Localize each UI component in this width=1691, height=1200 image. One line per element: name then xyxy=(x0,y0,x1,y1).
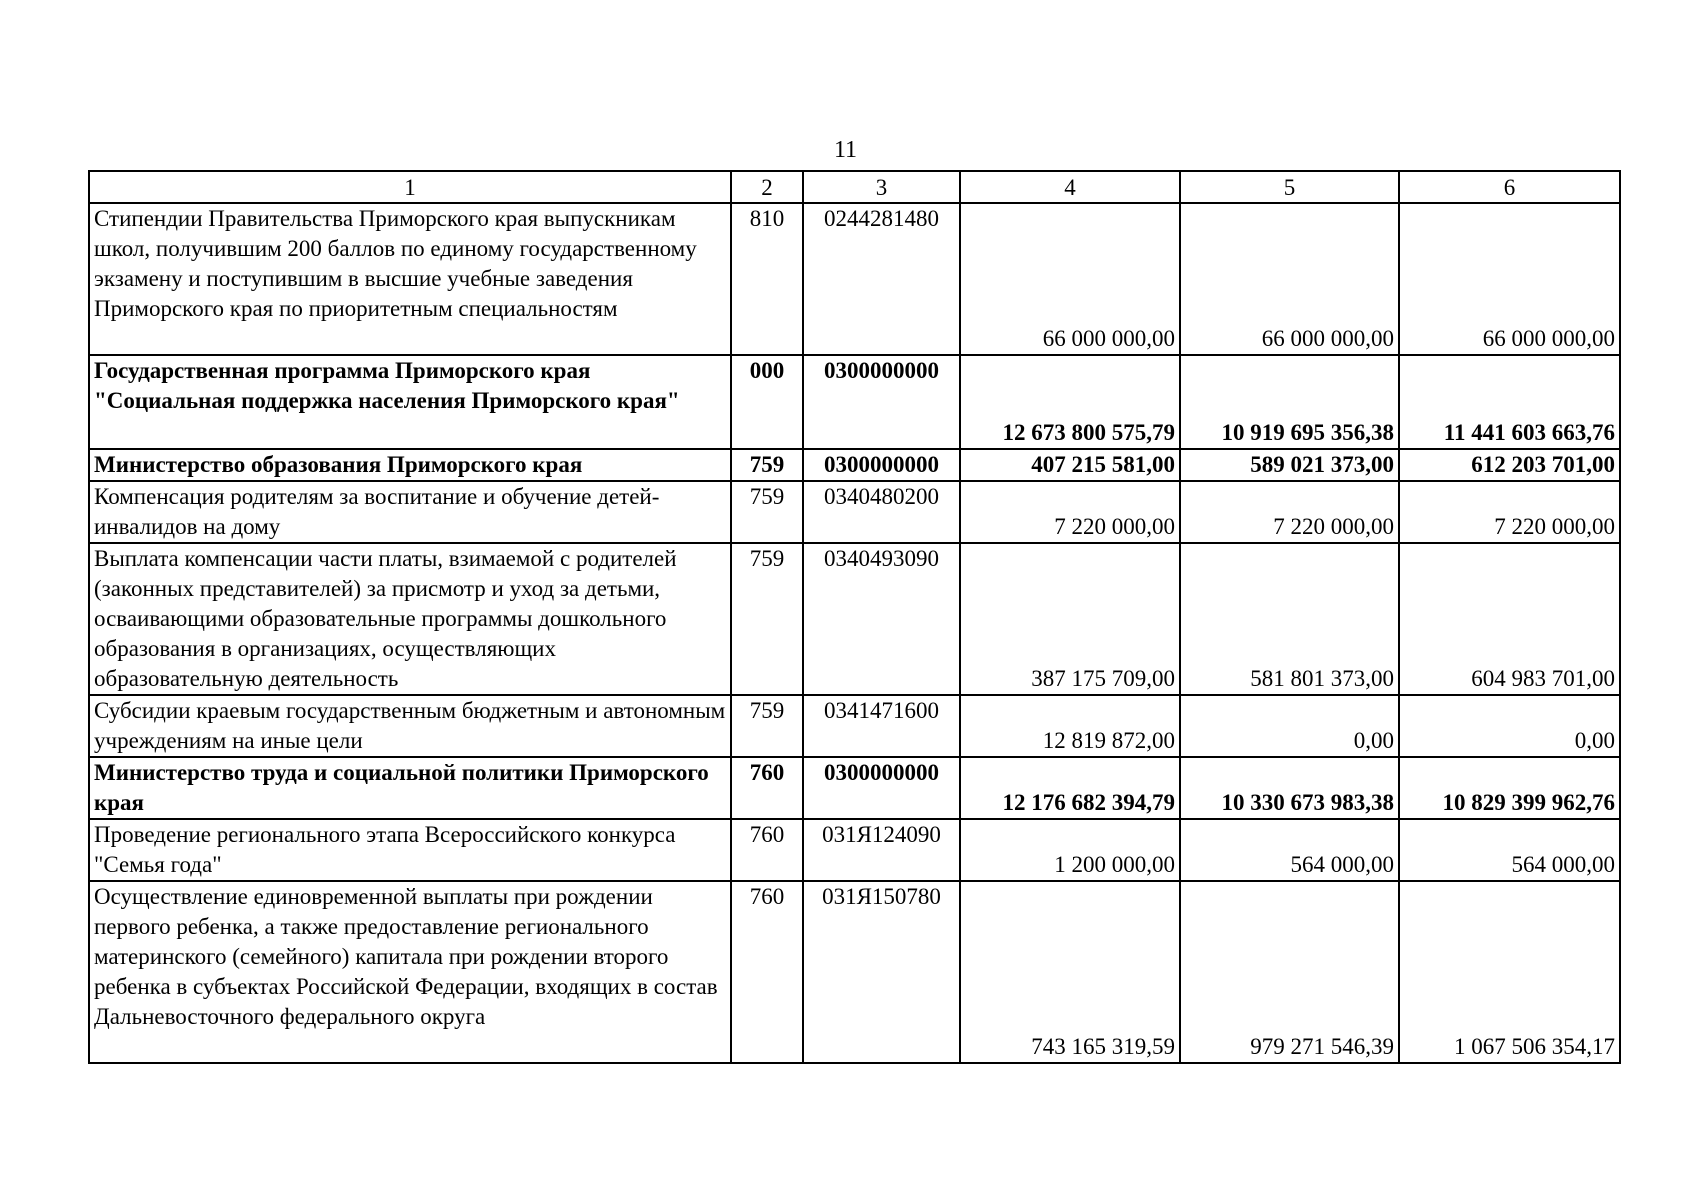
row-amount-6: 604 983 701,00 xyxy=(1399,543,1620,695)
header-cell: 2 xyxy=(731,171,803,203)
row-name: Государственная программа Приморского края "Социальная поддержка населения Приморского края" xyxy=(89,355,731,449)
row-amount-6: 564 000,00 xyxy=(1399,819,1620,881)
table-row xyxy=(89,819,1620,881)
row-target-article: 0244281480 xyxy=(803,203,960,355)
table-row xyxy=(89,355,1620,449)
row-code: 760 xyxy=(731,819,803,881)
row-amount-5: 66 000 000,00 xyxy=(1180,203,1399,355)
row-name: Проведение регионального этапа Всероссийского конкурса "Семья года" xyxy=(89,819,731,881)
row-target-article: 0300000000 xyxy=(803,355,960,449)
row-amount-4: 407 215 581,00 xyxy=(960,449,1180,481)
header-cell: 3 xyxy=(803,171,960,203)
row-amount-6: 7 220 000,00 xyxy=(1399,481,1620,543)
row-name: Стипендии Правительства Приморского края выпускникам школ, получившим 200 баллов по единому государственному экзамену и поступившим в высшие учебные заведения Приморского края по приоритетным специальностям xyxy=(89,203,731,355)
row-amount-4: 7 220 000,00 xyxy=(960,481,1180,543)
row-target-article: 0340493090 xyxy=(803,543,960,695)
row-amount-4: 1 200 000,00 xyxy=(960,819,1180,881)
row-amount-5: 10 919 695 356,38 xyxy=(1180,355,1399,449)
header-cell: 4 xyxy=(960,171,1180,203)
table-row xyxy=(89,881,1620,1063)
table-row xyxy=(89,695,1620,757)
row-target-article: 0341471600 xyxy=(803,695,960,757)
table-row xyxy=(89,543,1620,695)
row-name: Министерство образования Приморского края xyxy=(89,449,731,481)
row-code: 000 xyxy=(731,355,803,449)
row-name: Министерство труда и социальной политики Приморского края xyxy=(89,757,731,819)
row-amount-5: 979 271 546,39 xyxy=(1180,881,1399,1063)
header-cell: 6 xyxy=(1399,171,1620,203)
row-amount-5: 7 220 000,00 xyxy=(1180,481,1399,543)
row-amount-4: 66 000 000,00 xyxy=(960,203,1180,355)
row-amount-4: 12 176 682 394,79 xyxy=(960,757,1180,819)
row-amount-6: 66 000 000,00 xyxy=(1399,203,1620,355)
row-name: Осуществление единовременной выплаты при рождении первого ребенка, а также предоставление регионального материнского (семейного) капитала при рождении второго ребенка в субъектах Российской Федерации, входящих в состав Дальневосточного федерального округа xyxy=(89,881,731,1063)
row-amount-6: 10 829 399 962,76 xyxy=(1399,757,1620,819)
header-cell: 5 xyxy=(1180,171,1399,203)
row-code: 759 xyxy=(731,481,803,543)
row-target-article: 031Я150780 xyxy=(803,881,960,1063)
row-amount-6: 1 067 506 354,17 xyxy=(1399,881,1620,1063)
row-amount-5: 589 021 373,00 xyxy=(1180,449,1399,481)
row-name: Выплата компенсации части платы, взимаемой с родителей (законных представителей) за присмотр и уход за детьми, осваивающими образовательные программы дошкольного образования в организациях, осуществляющих образовательную деятельность xyxy=(89,543,731,695)
budget-table xyxy=(88,170,1621,1064)
table-row xyxy=(89,481,1620,543)
row-amount-4: 12 673 800 575,79 xyxy=(960,355,1180,449)
row-code: 759 xyxy=(731,449,803,481)
row-code: 760 xyxy=(731,757,803,819)
row-target-article: 031Я124090 xyxy=(803,819,960,881)
table-row xyxy=(89,203,1620,355)
table-header-row xyxy=(89,171,1620,203)
row-amount-5: 564 000,00 xyxy=(1180,819,1399,881)
row-amount-5: 581 801 373,00 xyxy=(1180,543,1399,695)
table-row xyxy=(89,757,1620,819)
header-cell: 1 xyxy=(89,171,731,203)
row-amount-6: 612 203 701,00 xyxy=(1399,449,1620,481)
row-amount-5: 0,00 xyxy=(1180,695,1399,757)
row-code: 810 xyxy=(731,203,803,355)
table-row xyxy=(89,449,1620,481)
row-code: 759 xyxy=(731,695,803,757)
row-target-article: 0300000000 xyxy=(803,449,960,481)
row-target-article: 0300000000 xyxy=(803,757,960,819)
row-amount-4: 743 165 319,59 xyxy=(960,881,1180,1063)
row-amount-6: 11 441 603 663,76 xyxy=(1399,355,1620,449)
row-amount-5: 10 330 673 983,38 xyxy=(1180,757,1399,819)
row-amount-6: 0,00 xyxy=(1399,695,1620,757)
row-amount-4: 12 819 872,00 xyxy=(960,695,1180,757)
row-name: Компенсация родителям за воспитание и обучение детей-инвалидов на дому xyxy=(89,481,731,543)
row-code: 760 xyxy=(731,881,803,1063)
page-number: 11 xyxy=(833,137,858,163)
row-amount-4: 387 175 709,00 xyxy=(960,543,1180,695)
row-target-article: 0340480200 xyxy=(803,481,960,543)
row-name: Субсидии краевым государственным бюджетным и автономным учреждениям на иные цели xyxy=(89,695,731,757)
row-code: 759 xyxy=(731,543,803,695)
